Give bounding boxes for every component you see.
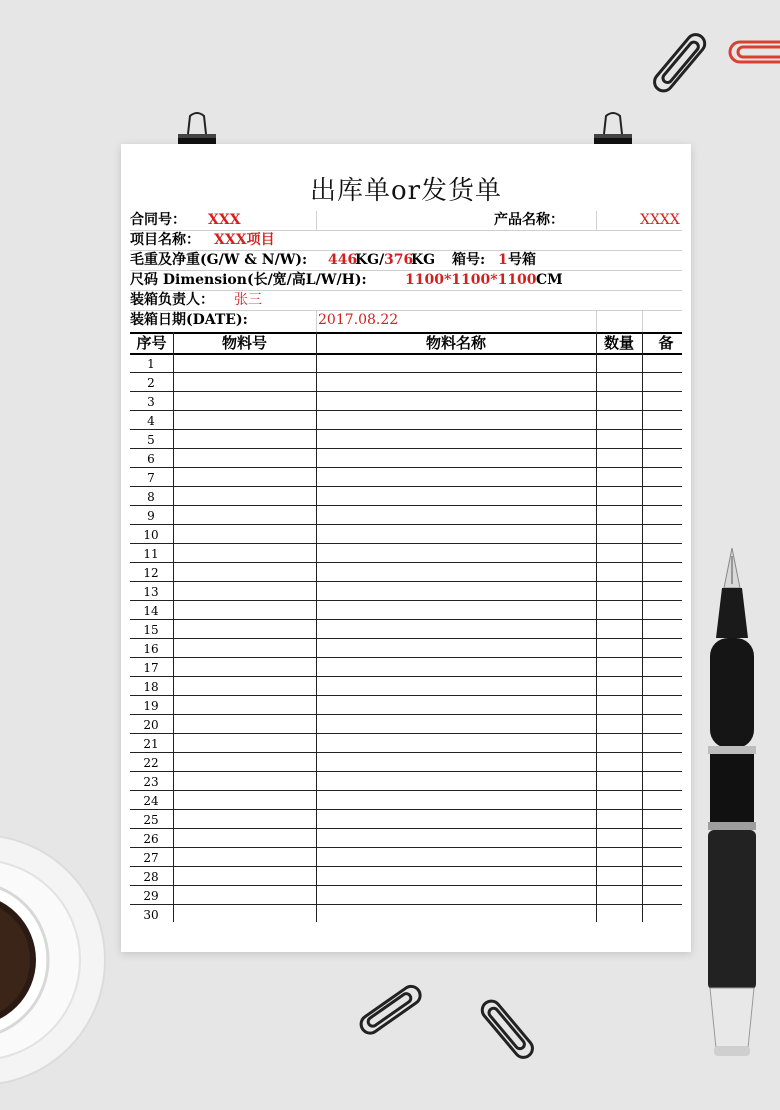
row-number: 3 — [147, 395, 155, 409]
dimension-row — [130, 271, 682, 291]
table-row — [130, 410, 682, 430]
weight-row — [130, 251, 682, 271]
shipping-form-sheet — [121, 144, 691, 952]
date-label: 装箱日期(DATE): — [130, 312, 248, 328]
project-label: 项目名称： — [130, 232, 200, 248]
row-number: 12 — [143, 566, 159, 580]
table-row — [130, 429, 682, 449]
row-number: 17 — [143, 661, 159, 675]
weight-unit: KG — [411, 252, 436, 268]
table-row — [130, 676, 682, 696]
column-divider — [316, 332, 317, 922]
page-title: 出库单or发货单 — [309, 176, 503, 206]
table-row — [130, 353, 682, 373]
contract-row — [130, 211, 682, 231]
paperclip-icon — [352, 980, 432, 1040]
column-divider — [642, 332, 643, 922]
row-number: 26 — [143, 832, 159, 846]
table-row — [130, 752, 682, 772]
row-number: 6 — [147, 452, 155, 466]
divider — [316, 211, 317, 231]
row-number: 2 — [147, 376, 155, 390]
column-header-material-no: 物料号 — [221, 334, 267, 352]
product-value: XXXX — [640, 212, 680, 228]
table-row — [130, 467, 682, 487]
row-number: 23 — [143, 775, 159, 789]
table-row — [130, 372, 682, 392]
table-row — [130, 866, 682, 886]
row-number: 22 — [143, 756, 159, 770]
row-number: 11 — [143, 547, 159, 561]
row-number: 16 — [143, 642, 159, 656]
divider — [316, 311, 317, 332]
table-row — [130, 847, 682, 867]
table-row — [130, 486, 682, 506]
contract-label: 合同号： — [130, 212, 186, 228]
table-row — [130, 828, 682, 848]
fountain-pen-icon — [702, 548, 762, 1068]
row-number: 13 — [143, 585, 159, 599]
table-row — [130, 885, 682, 905]
row-number: 28 — [143, 870, 159, 884]
table-row — [130, 809, 682, 829]
packer-label: 装箱负责人： — [130, 292, 214, 308]
row-number: 25 — [143, 813, 159, 827]
row-number: 9 — [147, 509, 155, 523]
paperclip-icon — [472, 995, 544, 1065]
table-row — [130, 695, 682, 715]
table-header — [130, 332, 682, 355]
table-row — [130, 448, 682, 468]
row-number: 29 — [143, 889, 159, 903]
row-number: 5 — [147, 433, 155, 447]
row-number: 14 — [143, 604, 159, 618]
divider — [596, 311, 597, 332]
row-number: 20 — [143, 718, 159, 732]
row-number: 24 — [143, 794, 159, 808]
table-row — [130, 524, 682, 544]
gross-weight: 446 — [328, 252, 358, 268]
table-row — [130, 391, 682, 411]
packer-value: 张三 — [234, 292, 262, 308]
net-weight: 376 — [384, 252, 414, 268]
packer-row — [130, 291, 682, 311]
row-number: 18 — [143, 680, 159, 694]
table-row — [130, 638, 682, 658]
table-row — [130, 790, 682, 810]
weight-unit: KG/ — [355, 252, 385, 268]
dimension-label: 尺码 Dimension(长/宽/高L/W/H): — [130, 272, 367, 288]
row-number: 21 — [143, 737, 159, 751]
paperclip-icon — [640, 30, 720, 105]
date-value: 2017.08.22 — [318, 312, 399, 328]
row-number: 4 — [147, 414, 155, 428]
column-divider — [596, 332, 597, 922]
table-row — [130, 562, 682, 582]
table-row — [130, 600, 682, 620]
dimension-unit: CM — [536, 272, 563, 288]
red-paperclip-icon — [728, 38, 780, 68]
row-number: 30 — [143, 908, 159, 922]
table-row — [130, 581, 682, 601]
column-header-index: 序号 — [136, 334, 167, 352]
dimension-value: 1100*1100*1100 — [405, 272, 537, 288]
row-number: 1 — [147, 357, 155, 371]
coffee-cup-icon — [0, 810, 130, 1110]
column-header-quantity: 数量 — [603, 334, 634, 352]
box-suffix: 号箱 — [508, 252, 536, 268]
column-header-material-name: 物料名称 — [425, 334, 486, 352]
table-row — [130, 733, 682, 753]
table-row — [130, 904, 682, 923]
table-row — [130, 771, 682, 791]
table-row — [130, 543, 682, 563]
box-number: 1 — [498, 252, 508, 268]
column-header-remarks: 备 — [658, 334, 674, 352]
table-row — [130, 714, 682, 734]
row-number: 19 — [143, 699, 159, 713]
project-value: XXX项目 — [214, 232, 275, 248]
table-row — [130, 657, 682, 677]
divider — [596, 211, 597, 231]
product-label: 产品名称： — [494, 212, 564, 228]
row-number: 8 — [147, 490, 155, 504]
contract-value: XXX — [208, 212, 241, 228]
weight-label: 毛重及净重(G/W & N/W): — [130, 252, 308, 268]
row-number: 15 — [143, 623, 159, 637]
column-divider — [173, 332, 174, 922]
row-number: 7 — [147, 471, 155, 485]
table-row — [130, 505, 682, 525]
table-row — [130, 619, 682, 639]
box-label: 箱号: — [452, 252, 486, 268]
row-number: 10 — [143, 528, 159, 542]
project-row — [130, 231, 682, 251]
row-number: 27 — [143, 851, 159, 865]
divider — [642, 311, 643, 332]
date-row — [130, 311, 682, 330]
